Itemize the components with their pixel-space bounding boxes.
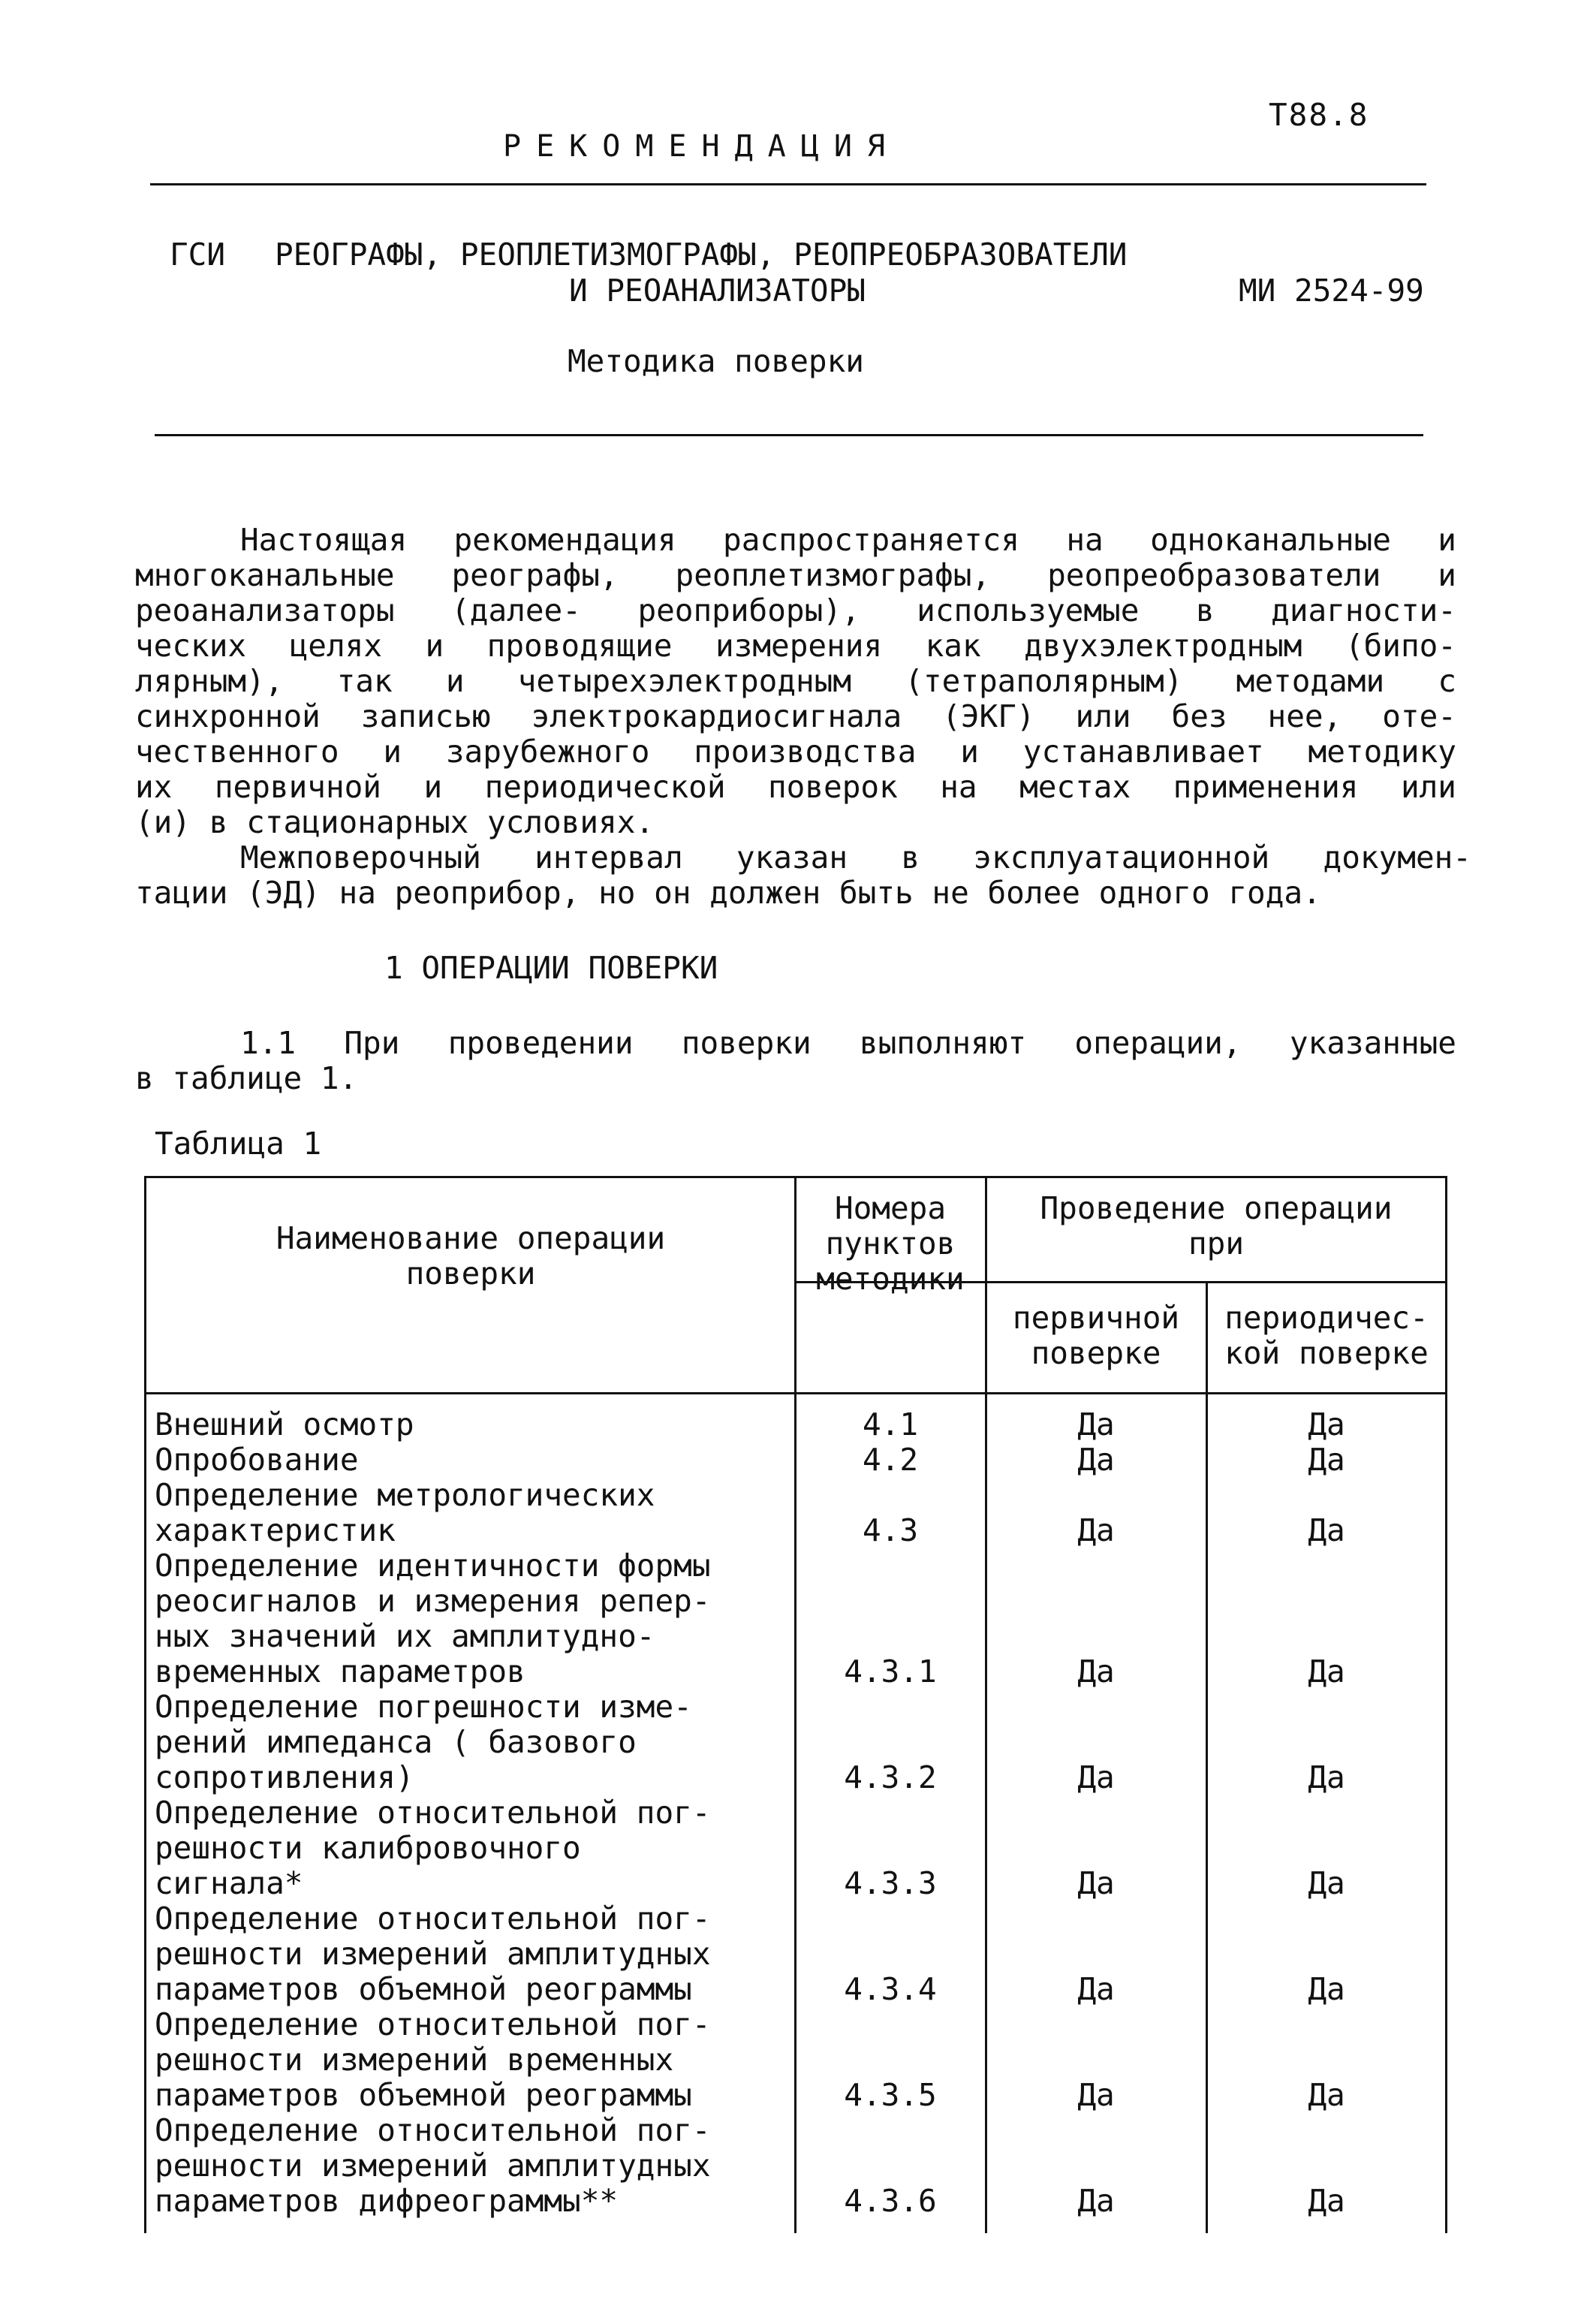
- periodic-check-value: Да: [1308, 1442, 1345, 1478]
- operation-name: Определение относительной пог- решности измерений амплитудных параметров объемной реограммы: [155, 1901, 711, 2007]
- header-operation-name: Наименование операции поверки: [276, 1220, 666, 1292]
- table-left-border: [144, 1176, 146, 2233]
- title-bottom-rule: [155, 434, 1423, 436]
- header-periodic-check: периодичес- кой поверке: [1224, 1300, 1429, 1371]
- text-line: лярным), так и четырехэлектродным (тетраполярным) методами с: [135, 663, 1456, 699]
- text-line: тации (ЭД) на реоприбор, но он должен быть не более одного года.: [135, 875, 1321, 911]
- title-line-1: РЕОГРАФЫ, РЕОПЛЕТИЗМОГРАФЫ, РЕОПРЕОБРАЗОВАТЕЛИ: [275, 237, 1128, 273]
- text-line: чественного и зарубежного производства и устанавливает методику: [135, 734, 1456, 770]
- primary-check-value: Да: [1077, 1442, 1115, 1478]
- text-line: синхронной записью электрокардиосигнала (ЭКГ) или без нее, оте-: [135, 698, 1456, 734]
- document-type-heading: РЕКОМЕНДАЦИЯ: [503, 129, 900, 164]
- operation-name: Внешний осмотр: [155, 1406, 414, 1442]
- operation-name: Определение относительной пог- решности измерений временных параметров объемной реограммы: [155, 2006, 711, 2113]
- primary-check-value: Да: [1077, 1653, 1115, 1690]
- periodic-check-value: Да: [1308, 1512, 1345, 1548]
- primary-check-value: Да: [1077, 2183, 1115, 2219]
- text-line: в таблице 1.: [135, 1060, 358, 1096]
- operation-name: Опробование: [155, 1442, 359, 1478]
- text-line: реоанализаторы (далее- реоприборы), используемые в диагности-: [135, 592, 1456, 628]
- periodic-check-value: Да: [1308, 1865, 1345, 1901]
- method-point: 4.3.2: [844, 1759, 937, 1795]
- text-line: (и) в стационарных условиях.: [135, 804, 655, 840]
- periodic-check-value: Да: [1308, 2077, 1345, 2113]
- primary-check-value: Да: [1077, 2077, 1115, 2113]
- mi-number: МИ 2524-99: [1239, 273, 1424, 309]
- operation-name: Определение относительной пог- решности измерений амплитудных параметров дифреограммы**: [155, 2112, 711, 2219]
- document-subtitle: Методика поверки: [568, 343, 864, 379]
- header-conducting: Проведение операции при: [1040, 1190, 1393, 1262]
- operation-name: Определение погрешности изме- рений импеданса ( базового сопротивления): [155, 1689, 692, 1795]
- title-line-2: И РЕОАНАЛИЗАТОРЫ: [569, 273, 866, 309]
- method-point: 4.3.1: [844, 1653, 937, 1690]
- item-1-1: [135, 1026, 1456, 1096]
- periodic-check-value: Да: [1308, 1759, 1345, 1795]
- top-rule: [150, 183, 1426, 185]
- gsi-label: ГСИ: [170, 237, 226, 273]
- method-point: 4.2: [862, 1442, 919, 1478]
- method-point: 4.1: [862, 1406, 919, 1442]
- primary-check-value: Да: [1077, 1759, 1115, 1795]
- text-line: ческих целях и проводящие измерения как двухэлектродным (бипо-: [135, 628, 1456, 664]
- text-line: их первичной и периодической поверок на местах применения или: [135, 769, 1456, 805]
- section-heading: 1 ОПЕРАЦИИ ПОВЕРКИ: [384, 950, 718, 986]
- operation-name: Определение относительной пог- решности калибровочного сигнала*: [155, 1795, 711, 1901]
- primary-check-value: Да: [1077, 1865, 1115, 1901]
- header-method-points: Номера пунктов методики: [816, 1190, 965, 1297]
- periodic-check-value: Да: [1308, 1653, 1345, 1690]
- operation-name: Определение идентичности формы реосигналов и измерения репер- ных значений их амплитудно- временных параметров: [155, 1548, 711, 1690]
- operations-table: [144, 1176, 1447, 2233]
- periodic-check-value: Да: [1308, 2183, 1345, 2219]
- text-line: многоканальные реографы, реоплетизмографы, реопреобразователи и: [135, 557, 1456, 593]
- method-point: 4.3.4: [844, 1971, 937, 2007]
- header-primary-check: первичной поверке: [1012, 1300, 1180, 1371]
- primary-check-value: Да: [1077, 1406, 1115, 1442]
- document-code: Т88.8: [1269, 97, 1369, 133]
- periodic-check-value: Да: [1308, 1971, 1345, 2007]
- method-point: 4.3.6: [844, 2183, 937, 2219]
- text-line: 1.1 При проведении поверки выполняют операции, указанные: [240, 1025, 1456, 1061]
- intro-paragraph-2: [135, 840, 1471, 911]
- primary-check-value: Да: [1077, 1971, 1115, 2007]
- method-point: 4.3: [862, 1512, 919, 1548]
- operation-name: Определение метрологических характеристик: [155, 1477, 655, 1548]
- column-divider-1: [794, 1176, 796, 2233]
- method-point: 4.3.3: [844, 1865, 937, 1901]
- primary-check-value: Да: [1077, 1512, 1115, 1548]
- table-caption: Таблица 1: [155, 1126, 322, 1162]
- intro-paragraph-1: [135, 523, 1456, 840]
- method-point: 4.3.5: [844, 2077, 937, 2113]
- periodic-check-value: Да: [1308, 1406, 1345, 1442]
- text-line: Межповерочный интервал указан в эксплуатационной докумен-: [240, 840, 1471, 876]
- text-line: Настоящая рекомендация распространяется на одноканальные и: [240, 522, 1456, 558]
